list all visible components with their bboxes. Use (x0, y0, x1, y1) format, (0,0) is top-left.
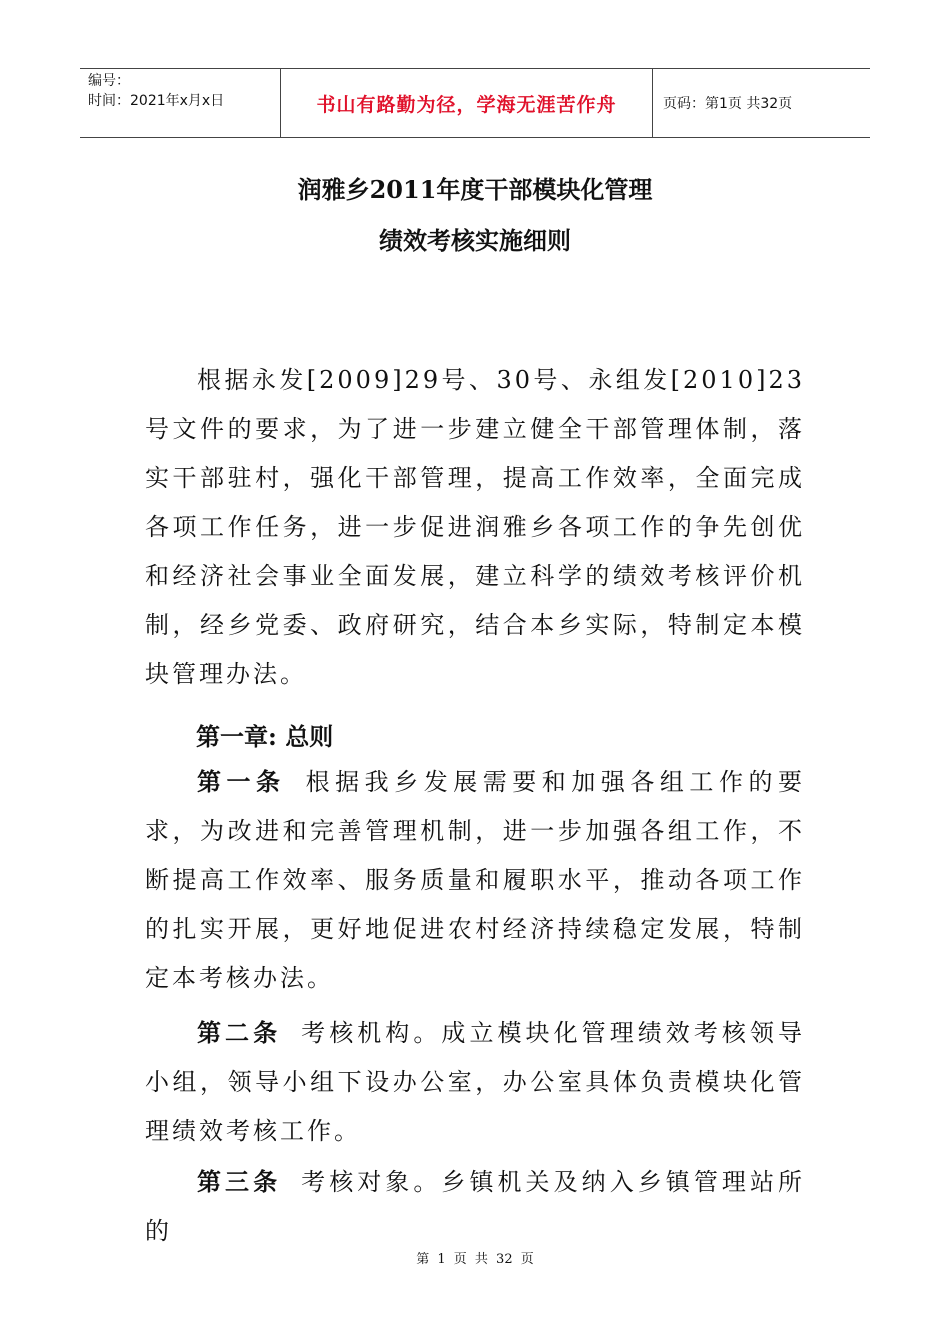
article-3 (145, 1157, 805, 1256)
article-3-label: 第三条 (197, 1167, 282, 1196)
article-3-text: 考核对象。乡镇机关及纳入乡镇管理站所的 (145, 1168, 806, 1245)
header-meta-cell (80, 69, 281, 137)
article-2 (145, 1008, 805, 1156)
article-2-text: 考核机构。成立模块化管理绩效考核领导小组，领导小组下设办公室，办公室具体负责模块化管理绩效考核工作。 (145, 1019, 806, 1145)
document-number-label: 编号： (88, 73, 130, 89)
document-title-line2: 绩效考核实施细则 (379, 226, 571, 255)
document-date-label: 时间：2021年x月x日 (88, 93, 225, 109)
page-footer: 第 1 页 共 32 页 (416, 1252, 534, 1267)
article-1-label: 第一条 (197, 767, 286, 796)
header-page-info: 页码：第1页 共32页 (663, 96, 793, 112)
article-1-text: 根据我乡发展需要和加强各组工作的要求，为改进和完善管理机制，进一步加强各组工作，不断提高工作效率、服务质量和履职水平，推动各项工作的扎实开展，更好地促进农村经济持续稳定发展，特制定本考核办法。 (145, 768, 806, 992)
header-table (80, 68, 870, 138)
article-2-label: 第二条 (197, 1018, 282, 1047)
header-motto: 书山有路勤为径，学海无涯苦作舟 (281, 69, 653, 137)
intro-paragraph: 根据永发[2009]29号、30号、永组发[2010]23号文件的要求，为了进一步建立健全干部管理体制，落实干部驻村，强化干部管理，提高工作效率，全面完成各项工作任务，进一步促进润雅乡各项工作的争先创优和经济社会事业全面发展，建立科学的绩效考核评价机制，经乡党委、政府研究，结合本乡实际，特制定本模块管理办法。 (145, 366, 805, 688)
chapter-heading: 第一章: 总则 (196, 722, 334, 751)
article-1 (145, 757, 805, 1003)
document-title-line1: 润雅乡2011年度干部模块化管理 (297, 175, 653, 204)
